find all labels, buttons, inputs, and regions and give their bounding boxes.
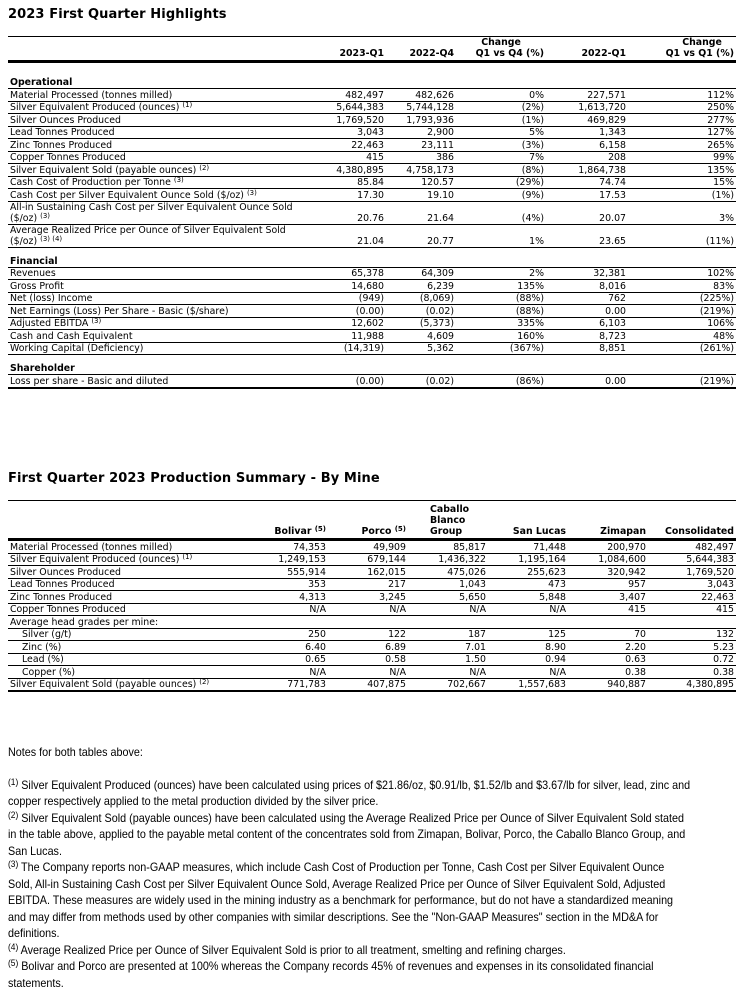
cell-value: 0.58 bbox=[328, 653, 408, 666]
cell-value: 1% bbox=[456, 224, 546, 247]
row-label: Silver Equivalent Sold (payable ounces) $^{(2)}$ bbox=[8, 164, 308, 177]
footnote-marker: (3) (4) bbox=[40, 234, 63, 243]
cell-value: 83% bbox=[628, 280, 736, 293]
cell-value: N/A bbox=[248, 603, 328, 616]
cell-value: 0.72 bbox=[648, 653, 736, 666]
cell-value: 71,448 bbox=[488, 540, 568, 554]
cell-value: 0.65 bbox=[248, 653, 328, 666]
col-header-san-lucas: San Lucas bbox=[488, 501, 568, 540]
cell-value: 4,609 bbox=[386, 330, 456, 343]
row-label: Silver Ounces Produced bbox=[8, 114, 308, 127]
cell-value: 1,613,720 bbox=[546, 101, 628, 114]
cell-value bbox=[488, 616, 568, 629]
table-row bbox=[8, 151, 736, 164]
table-row bbox=[8, 201, 736, 224]
cell-value: 135% bbox=[456, 280, 546, 293]
table-row bbox=[8, 653, 736, 666]
cell-value: (0.00) bbox=[308, 305, 386, 318]
row-label: Lead Tonnes Produced bbox=[8, 578, 248, 591]
cell-value: 112% bbox=[628, 89, 736, 102]
cell-value: 12,602 bbox=[308, 317, 386, 330]
cell-value bbox=[248, 616, 328, 629]
cell-value: 187 bbox=[408, 628, 488, 641]
cell-value: 48% bbox=[628, 330, 736, 343]
cell-value: (949) bbox=[308, 292, 386, 305]
cell-value: 250 bbox=[248, 628, 328, 641]
cell-value: 14,680 bbox=[308, 280, 386, 293]
cell-value: N/A bbox=[408, 666, 488, 679]
cell-value: 407,875 bbox=[328, 678, 408, 691]
cell-value: 125 bbox=[488, 628, 568, 641]
cell-value: 940,887 bbox=[568, 678, 648, 691]
cell-value: (8,069) bbox=[386, 292, 456, 305]
cell-value: 1,864,738 bbox=[546, 164, 628, 177]
table-row bbox=[8, 603, 736, 616]
cell-value: 8,016 bbox=[546, 280, 628, 293]
cell-value: (1%) bbox=[628, 189, 736, 202]
cell-value: 1,436,322 bbox=[408, 553, 488, 566]
section-header-financial: Financial bbox=[8, 256, 736, 268]
highlights-header-row bbox=[8, 37, 736, 62]
notes-heading: Notes for both tables above: bbox=[8, 746, 143, 759]
cell-value: 227,571 bbox=[546, 89, 628, 102]
cell-value: 22,463 bbox=[308, 139, 386, 152]
footnote-marker: (2) bbox=[199, 678, 210, 686]
col-header-2022-q4: 2022-Q4 bbox=[386, 37, 456, 62]
cell-value: 555,914 bbox=[248, 566, 328, 579]
row-label: Silver Equivalent Produced (ounces) $^{(1)}$ bbox=[8, 101, 308, 114]
cell-value: 208 bbox=[546, 151, 628, 164]
cell-value: 5,650 bbox=[408, 591, 488, 604]
row-label: Cash Cost of Production per Tonne $^{(3)}$ bbox=[8, 176, 308, 189]
row-label: Cash and Cash Equivalent bbox=[8, 330, 308, 343]
cell-value: 6,158 bbox=[546, 139, 628, 152]
cell-value: 21.04 bbox=[308, 224, 386, 247]
cell-value: 85.84 bbox=[308, 176, 386, 189]
cell-value: 120.57 bbox=[386, 176, 456, 189]
row-label: Adjusted EBITDA $^{(3)}$ bbox=[8, 317, 308, 330]
table-row bbox=[8, 280, 736, 293]
cell-value: 20.76 bbox=[308, 201, 386, 224]
cell-value: 762 bbox=[546, 292, 628, 305]
table-row bbox=[8, 578, 736, 591]
cell-value: 482,626 bbox=[386, 89, 456, 102]
cell-value: 102% bbox=[628, 267, 736, 280]
cell-value: 277% bbox=[628, 114, 736, 127]
cell-value: 17.30 bbox=[308, 189, 386, 202]
cell-value: 320,942 bbox=[568, 566, 648, 579]
cell-value: 70 bbox=[568, 628, 648, 641]
table-row bbox=[8, 566, 736, 579]
table-row bbox=[8, 164, 736, 177]
cell-value: (219%) bbox=[628, 305, 736, 318]
cell-value bbox=[568, 616, 648, 629]
cell-value: (5,373) bbox=[386, 317, 456, 330]
footnote-marker: (4) bbox=[8, 941, 19, 952]
cell-value: 74,353 bbox=[248, 540, 328, 554]
cell-value: 4,313 bbox=[248, 591, 328, 604]
cell-value: 20.07 bbox=[546, 201, 628, 224]
footnote-2: $^{(2)}$ Silver Equivalent Sold (payable ounces) have been calculated using the Average Realized Price per Ounce of Silver Equivalent Sold stated in the table above, applied to the payable metal content of the concentrates sold from Zimapan, Bolivar, Porco, the Caballo Blanco Group, and San Lucas. bbox=[8, 809, 686, 858]
cell-value bbox=[328, 616, 408, 629]
by-mine-table bbox=[8, 500, 736, 692]
table-row bbox=[8, 540, 736, 554]
cell-value: 335% bbox=[456, 317, 546, 330]
table-row bbox=[8, 591, 736, 604]
cell-value: 265% bbox=[628, 139, 736, 152]
row-label: Silver Equivalent Produced (ounces) $^{(1)}$ bbox=[8, 553, 248, 566]
table-row bbox=[8, 139, 736, 152]
cell-value: 65,378 bbox=[308, 267, 386, 280]
row-label: Average head grades per mine: bbox=[8, 616, 248, 629]
cell-value: 5,644,383 bbox=[648, 553, 736, 566]
cell-value: (0.00) bbox=[308, 375, 386, 388]
cell-value: 7% bbox=[456, 151, 546, 164]
cell-value: 482,497 bbox=[308, 89, 386, 102]
section-header-shareholder: Shareholder bbox=[8, 363, 736, 375]
row-label: Copper (%) bbox=[8, 666, 248, 679]
row-label: Zinc Tonnes Produced bbox=[8, 591, 248, 604]
notes-section bbox=[8, 745, 691, 992]
row-label: Material Processed (tonnes milled) bbox=[8, 89, 308, 102]
cell-value: 99% bbox=[628, 151, 736, 164]
col-header-2023-q1: 2023-Q1 bbox=[308, 37, 386, 62]
cell-value: N/A bbox=[248, 666, 328, 679]
cell-value: 3,407 bbox=[568, 591, 648, 604]
table-row bbox=[8, 616, 736, 629]
row-label: Net Earnings (Loss) Per Share - Basic ($/share) bbox=[8, 305, 308, 318]
cell-value: 475,026 bbox=[408, 566, 488, 579]
cell-value: N/A bbox=[328, 666, 408, 679]
cell-value: 32,381 bbox=[546, 267, 628, 280]
col-header-zimapan: Zimapan bbox=[568, 501, 648, 540]
cell-value: 11,988 bbox=[308, 330, 386, 343]
cell-value: 1,769,520 bbox=[308, 114, 386, 127]
table-row bbox=[8, 330, 736, 343]
cell-value: 2,900 bbox=[386, 126, 456, 139]
table-row bbox=[8, 666, 736, 679]
col-header-change-q1-q1: Change Q1 vs Q1 (%) bbox=[628, 37, 736, 62]
cell-value: 5,848 bbox=[488, 591, 568, 604]
col-header-porco: Porco $^{(5)}$ bbox=[328, 501, 408, 540]
cell-value: 4,380,895 bbox=[648, 678, 736, 691]
cell-value: (3%) bbox=[456, 139, 546, 152]
cell-value: 135% bbox=[628, 164, 736, 177]
table-row bbox=[8, 317, 736, 330]
table-row bbox=[8, 189, 736, 202]
cell-value: (88%) bbox=[456, 292, 546, 305]
row-label: Loss per share - Basic and diluted bbox=[8, 375, 308, 388]
cell-value: 386 bbox=[386, 151, 456, 164]
cell-value: 1.50 bbox=[408, 653, 488, 666]
cell-value: (14,319) bbox=[308, 342, 386, 355]
cell-value: N/A bbox=[488, 666, 568, 679]
cell-value: 0.94 bbox=[488, 653, 568, 666]
cell-value: 0.38 bbox=[648, 666, 736, 679]
cell-value: 0% bbox=[456, 89, 546, 102]
by-mine-title: First Quarter 2023 Production Summary - By Mine bbox=[8, 471, 380, 486]
cell-value: 1,249,153 bbox=[248, 553, 328, 566]
cell-value: (1%) bbox=[456, 114, 546, 127]
cell-value: 0.00 bbox=[546, 305, 628, 318]
footnote-3: $^{(3)}$ The Company reports non-GAAP measures, which include Cash Cost of Production per Tonne, Cash Cost per Silver Equivalent Ounce Sold, All-in Sustaining Cash Cost per Silver Equivalent Ounce Sold, Average Realized Price per Ounce of Silver Equivalent Sold, Adjusted EBITDA. These measures are widely used in the mining industry as a benchmark for performance, but do not have a standardized meaning and may differ from methods used by other companies with similar descriptions. See the "Non-GAAP Measures" section in the MD&A for definitions. bbox=[8, 859, 674, 940]
cell-value: 20.77 bbox=[386, 224, 456, 247]
footnote-marker: (3) bbox=[91, 317, 102, 325]
cell-value: 5.23 bbox=[648, 641, 736, 654]
footnote-5: $^{(5)}$ Bolivar and Porco are presented at 100% whereas the Company records 45% of revenues and expenses in its consolidated financial statements. bbox=[8, 958, 654, 990]
cell-value: (367%) bbox=[456, 342, 546, 355]
cell-value: 127% bbox=[628, 126, 736, 139]
cell-value: 469,829 bbox=[546, 114, 628, 127]
cell-value: 415 bbox=[568, 603, 648, 616]
table-row bbox=[8, 342, 736, 355]
cell-value: 3% bbox=[628, 201, 736, 224]
cell-value: N/A bbox=[488, 603, 568, 616]
cell-value: 2% bbox=[456, 267, 546, 280]
cell-value: 679,144 bbox=[328, 553, 408, 566]
cell-value: 6,239 bbox=[386, 280, 456, 293]
footnote-1: $^{(1)}$ Silver Equivalent Produced (ounces) have been calculated using prices of $21.86/oz, $0.91/lb, $1.52/lb and $3.67/lb for silver, lead, zinc and copper respectively applied to the metal production divided by the silver price. bbox=[8, 776, 691, 808]
cell-value: 1,557,683 bbox=[488, 678, 568, 691]
cell-value: 15% bbox=[628, 176, 736, 189]
table-row bbox=[8, 305, 736, 318]
cell-value: 85,817 bbox=[408, 540, 488, 554]
footnote-marker: (2) bbox=[8, 809, 19, 820]
row-label: Zinc (%) bbox=[8, 641, 248, 654]
row-label: Silver Ounces Produced bbox=[8, 566, 248, 579]
footnote-marker: (2) bbox=[199, 163, 210, 172]
row-label: Copper Tonnes Produced bbox=[8, 603, 248, 616]
cell-value: 3,245 bbox=[328, 591, 408, 604]
cell-value: (88%) bbox=[456, 305, 546, 318]
cell-value: 106% bbox=[628, 317, 736, 330]
col-header-caballo-blanco-group: Caballo Blanco Group bbox=[408, 501, 488, 540]
cell-value: 23,111 bbox=[386, 139, 456, 152]
footnote-marker: (3) bbox=[173, 176, 184, 184]
cell-value: 74.74 bbox=[546, 176, 628, 189]
footnote-marker: (3) bbox=[8, 859, 19, 869]
cell-value: 2.20 bbox=[568, 641, 648, 654]
cell-value: N/A bbox=[408, 603, 488, 616]
row-label: Lead (%) bbox=[8, 653, 248, 666]
cell-value: 17.53 bbox=[546, 189, 628, 202]
row-label: Net (loss) Income bbox=[8, 292, 308, 305]
cell-value: 0.63 bbox=[568, 653, 648, 666]
col-header-2022-q1: 2022-Q1 bbox=[546, 37, 628, 62]
cell-value bbox=[408, 616, 488, 629]
cell-value: 415 bbox=[648, 603, 736, 616]
table-row bbox=[8, 375, 736, 388]
cell-value: 250% bbox=[628, 101, 736, 114]
cell-value: 482,497 bbox=[648, 540, 736, 554]
row-label: Average Realized Price per Ounce of Silver Equivalent Sold ($/oz) $^{(3) (4)}$ bbox=[8, 224, 308, 247]
cell-value: 6,103 bbox=[546, 317, 628, 330]
cell-value: 162,015 bbox=[328, 566, 408, 579]
cell-value: (11%) bbox=[628, 224, 736, 247]
cell-value: 6.89 bbox=[328, 641, 408, 654]
cell-value: 19.10 bbox=[386, 189, 456, 202]
cell-value: 473 bbox=[488, 578, 568, 591]
cell-value bbox=[648, 616, 736, 629]
footnote-marker: (1) bbox=[182, 101, 193, 109]
footnote-marker: (3) bbox=[246, 188, 257, 197]
cell-value: (0.02) bbox=[386, 305, 456, 318]
cell-value: (261%) bbox=[628, 342, 736, 355]
table-row bbox=[8, 89, 736, 102]
cell-value: 8.90 bbox=[488, 641, 568, 654]
cell-value: 1,343 bbox=[546, 126, 628, 139]
cell-value: 122 bbox=[328, 628, 408, 641]
cell-value: N/A bbox=[328, 603, 408, 616]
cell-value: 5,362 bbox=[386, 342, 456, 355]
cell-value: 0.00 bbox=[546, 375, 628, 388]
table-row bbox=[8, 267, 736, 280]
table-row bbox=[8, 292, 736, 305]
footnote-marker: (1) bbox=[8, 776, 19, 787]
row-label: Gross Profit bbox=[8, 280, 308, 293]
table-row bbox=[8, 224, 736, 247]
row-label: Silver Equivalent Sold (payable ounces) $^{(2)}$ bbox=[8, 678, 248, 691]
cell-value: 21.64 bbox=[386, 201, 456, 224]
highlights-table bbox=[8, 36, 736, 389]
footnote-marker: (5) bbox=[8, 958, 19, 968]
cell-value: (2%) bbox=[456, 101, 546, 114]
cell-value: 3,043 bbox=[648, 578, 736, 591]
cell-value: 957 bbox=[568, 578, 648, 591]
col-header-change-q1-q4: Change Q1 vs Q4 (%) bbox=[456, 37, 546, 62]
footnote-marker: (3) bbox=[40, 211, 51, 220]
cell-value: 5,744,128 bbox=[386, 101, 456, 114]
cell-value: 7.01 bbox=[408, 641, 488, 654]
section-header-operational: Operational bbox=[8, 77, 736, 89]
col-header-bolivar: Bolivar $^{(5)}$ bbox=[248, 501, 328, 540]
cell-value: 64,309 bbox=[386, 267, 456, 280]
footnote-4: $^{(4)}$ Average Realized Price per Ounce of Silver Equivalent Sold is prior to all treatment, smelting and refining charges. bbox=[8, 941, 566, 957]
cell-value: 4,380,895 bbox=[308, 164, 386, 177]
table-row bbox=[8, 126, 736, 139]
cell-value: 200,970 bbox=[568, 540, 648, 554]
cell-value: 1,195,164 bbox=[488, 553, 568, 566]
cell-value: 217 bbox=[328, 578, 408, 591]
highlights-title: 2023 First Quarter Highlights bbox=[8, 7, 227, 22]
table-row bbox=[8, 641, 736, 654]
cell-value: 255,623 bbox=[488, 566, 568, 579]
cell-value: (4%) bbox=[456, 201, 546, 224]
footnote-marker: (1) bbox=[182, 553, 193, 561]
cell-value: 22,463 bbox=[648, 591, 736, 604]
cell-value: 1,769,520 bbox=[648, 566, 736, 579]
cell-value: 8,723 bbox=[546, 330, 628, 343]
row-label: Copper Tonnes Produced bbox=[8, 151, 308, 164]
cell-value: (29%) bbox=[456, 176, 546, 189]
cell-value: 4,758,173 bbox=[386, 164, 456, 177]
table-row bbox=[8, 628, 736, 641]
cell-value: 1,793,936 bbox=[386, 114, 456, 127]
cell-value: 1,084,600 bbox=[568, 553, 648, 566]
row-label: Cash Cost per Silver Equivalent Ounce Sold ($/oz) $^{(3)}$ bbox=[8, 189, 308, 202]
row-label: Lead Tonnes Produced bbox=[8, 126, 308, 139]
row-label: Material Processed (tonnes milled) bbox=[8, 540, 248, 554]
table-row bbox=[8, 553, 736, 566]
cell-value: 1,043 bbox=[408, 578, 488, 591]
cell-value: 0.38 bbox=[568, 666, 648, 679]
cell-value: 3,043 bbox=[308, 126, 386, 139]
cell-value: (9%) bbox=[456, 189, 546, 202]
cell-value: 353 bbox=[248, 578, 328, 591]
cell-value: (225%) bbox=[628, 292, 736, 305]
table-row bbox=[8, 176, 736, 189]
by-mine-header-row bbox=[8, 501, 736, 540]
col-header-consolidated: Consolidated bbox=[648, 501, 736, 540]
cell-value: 132 bbox=[648, 628, 736, 641]
cell-value: (219%) bbox=[628, 375, 736, 388]
cell-value: 8,851 bbox=[546, 342, 628, 355]
table-row bbox=[8, 678, 736, 691]
cell-value: 5,644,383 bbox=[308, 101, 386, 114]
row-label: Zinc Tonnes Produced bbox=[8, 139, 308, 152]
cell-value: 5% bbox=[456, 126, 546, 139]
cell-value: 160% bbox=[456, 330, 546, 343]
cell-value: (0.02) bbox=[386, 375, 456, 388]
cell-value: 49,909 bbox=[328, 540, 408, 554]
row-label: Working Capital (Deficiency) bbox=[8, 342, 308, 355]
table-row bbox=[8, 114, 736, 127]
row-label: Revenues bbox=[8, 267, 308, 280]
cell-value: 23.65 bbox=[546, 224, 628, 247]
table-row bbox=[8, 101, 736, 114]
cell-value: 6.40 bbox=[248, 641, 328, 654]
cell-value: (86%) bbox=[456, 375, 546, 388]
cell-value: (8%) bbox=[456, 164, 546, 177]
cell-value: 702,667 bbox=[408, 678, 488, 691]
cell-value: 415 bbox=[308, 151, 386, 164]
row-label: All-in Sustaining Cash Cost per Silver Equivalent Ounce Sold ($/oz) $^{(3)}$ bbox=[8, 201, 308, 224]
cell-value: 771,783 bbox=[248, 678, 328, 691]
row-label: Silver (g/t) bbox=[8, 628, 248, 641]
